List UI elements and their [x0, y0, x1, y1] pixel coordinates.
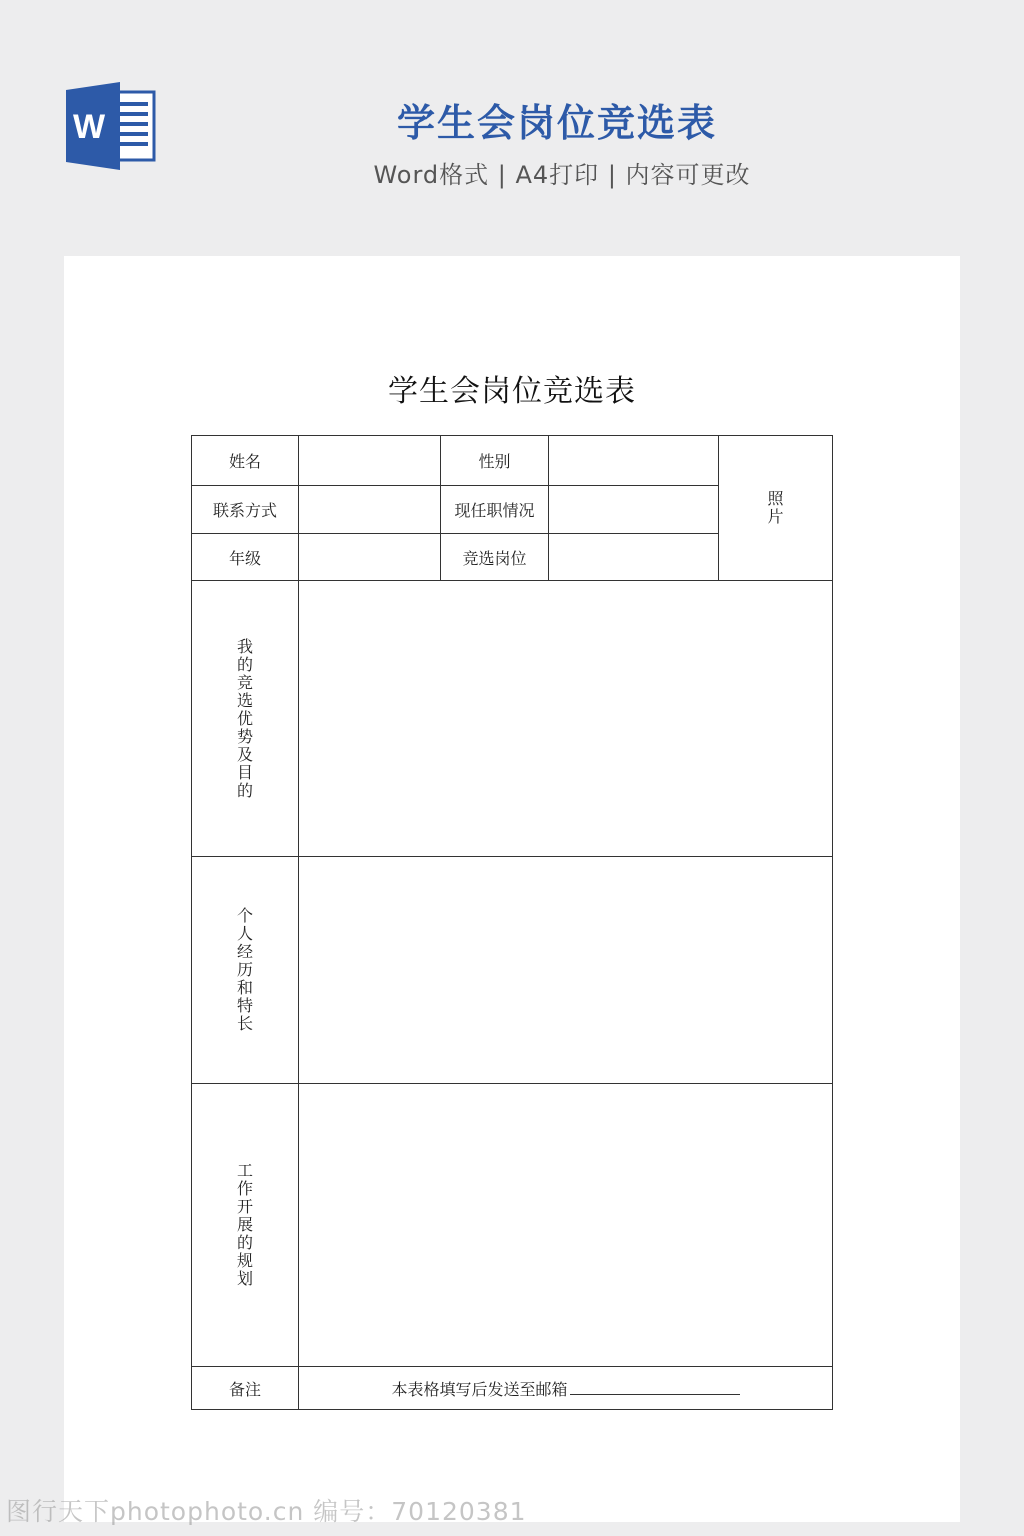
plan-field[interactable]	[299, 1084, 833, 1367]
table-row	[192, 1084, 833, 1367]
header-title: 学生会岗位竞选表	[396, 101, 717, 145]
plan-label-cell	[192, 1084, 299, 1367]
experience-label: 个人经历和特长	[236, 906, 253, 1033]
target-position-label: 竞选岗位	[441, 534, 549, 581]
advantages-label: 我的竞选优势及目的	[236, 636, 253, 800]
table-row	[192, 581, 833, 857]
email-blank-line[interactable]	[570, 1380, 740, 1395]
header-subtitle: Word格式 | A4打印 | 内容可更改	[373, 161, 751, 189]
contact-label: 联系方式	[192, 486, 299, 534]
remarks-text: 本表格填写后发送至邮箱	[391, 1379, 568, 1399]
photo-label: 照片	[767, 489, 784, 526]
remarks-label: 备注	[192, 1367, 299, 1410]
name-label: 姓名	[192, 436, 299, 486]
grade-label: 年级	[192, 534, 299, 581]
current-position-field[interactable]	[549, 486, 719, 534]
contact-field[interactable]	[299, 486, 441, 534]
experience-label-cell	[192, 857, 299, 1084]
name-field[interactable]	[299, 436, 441, 486]
svg-text:W: W	[72, 108, 106, 146]
advantages-label-cell	[192, 581, 299, 857]
gender-field[interactable]	[549, 436, 719, 486]
election-form-table	[191, 435, 833, 1410]
document-page	[64, 256, 960, 1522]
remarks-field[interactable]	[299, 1367, 833, 1410]
table-row	[192, 857, 833, 1084]
watermark: 图行天下photophoto.cn 编号：70120381	[6, 1497, 527, 1526]
table-row	[192, 1367, 833, 1410]
current-position-label: 现任职情况	[441, 486, 549, 534]
plan-label: 工作开展的规划	[236, 1161, 253, 1288]
grade-field[interactable]	[299, 534, 441, 581]
table-row	[192, 436, 833, 486]
document-title: 学生会岗位竞选表	[388, 374, 636, 409]
photo-cell[interactable]	[719, 436, 833, 581]
advantages-field[interactable]	[299, 581, 833, 857]
target-position-field[interactable]	[549, 534, 719, 581]
experience-field[interactable]	[299, 857, 833, 1084]
gender-label: 性别	[441, 436, 549, 486]
